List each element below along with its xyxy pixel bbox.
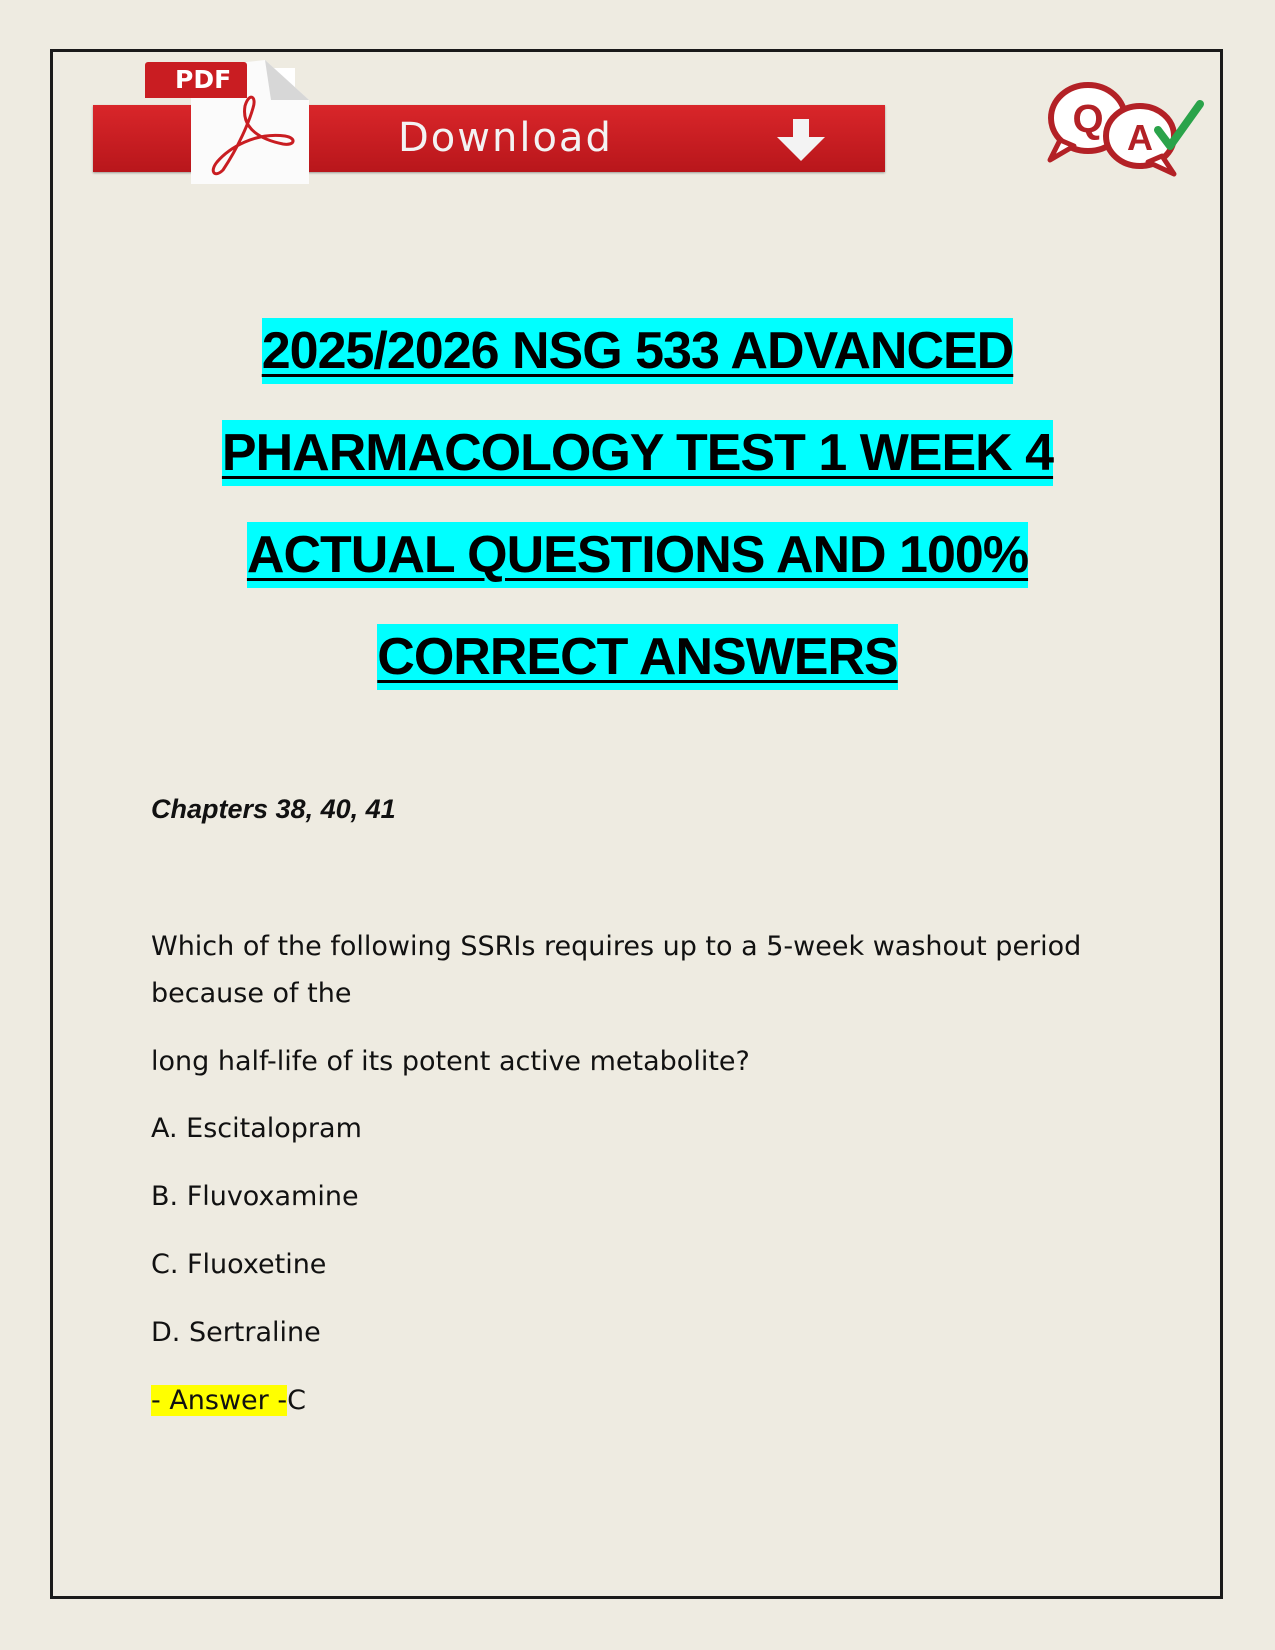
title-line: CORRECT ANSWERS bbox=[60, 606, 1215, 708]
answer-value: C bbox=[287, 1385, 306, 1416]
option-a: A. Escitalopram bbox=[151, 1113, 362, 1144]
download-arrow-icon bbox=[771, 117, 831, 163]
title-line: ACTUAL QUESTIONS AND 100% bbox=[60, 504, 1215, 606]
option-c: C. Fluoxetine bbox=[151, 1249, 327, 1280]
qa-logo bbox=[1040, 80, 1210, 180]
title-line: 2025/2026 NSG 533 ADVANCED bbox=[60, 300, 1215, 402]
question-text-line-2: because of the bbox=[151, 978, 352, 1009]
document-title bbox=[60, 300, 1215, 708]
answer-line bbox=[151, 1385, 306, 1416]
download-label: Download bbox=[398, 115, 613, 161]
pdf-document-icon bbox=[145, 60, 309, 184]
question-text-line-1: Which of the following SSRIs requires up to a 5-week washout period bbox=[151, 931, 1082, 962]
pdf-tab bbox=[145, 62, 247, 98]
question-text-line-3: long half-life of its potent active metabolite? bbox=[151, 1046, 750, 1077]
answer-label: - Answer - bbox=[151, 1385, 288, 1416]
option-d: D. Sertraline bbox=[151, 1317, 321, 1348]
pdf-download-banner[interactable] bbox=[93, 60, 885, 184]
qa-logo-a: A bbox=[1127, 117, 1153, 158]
chapters-heading: Chapters 38, 40, 41 bbox=[151, 794, 396, 824]
title-line: PHARMACOLOGY TEST 1 WEEK 4 bbox=[60, 402, 1215, 504]
qa-logo-q: Q bbox=[1072, 97, 1104, 141]
option-b: B. Fluvoxamine bbox=[151, 1181, 359, 1212]
pdf-tab-label: PDF bbox=[175, 65, 232, 94]
